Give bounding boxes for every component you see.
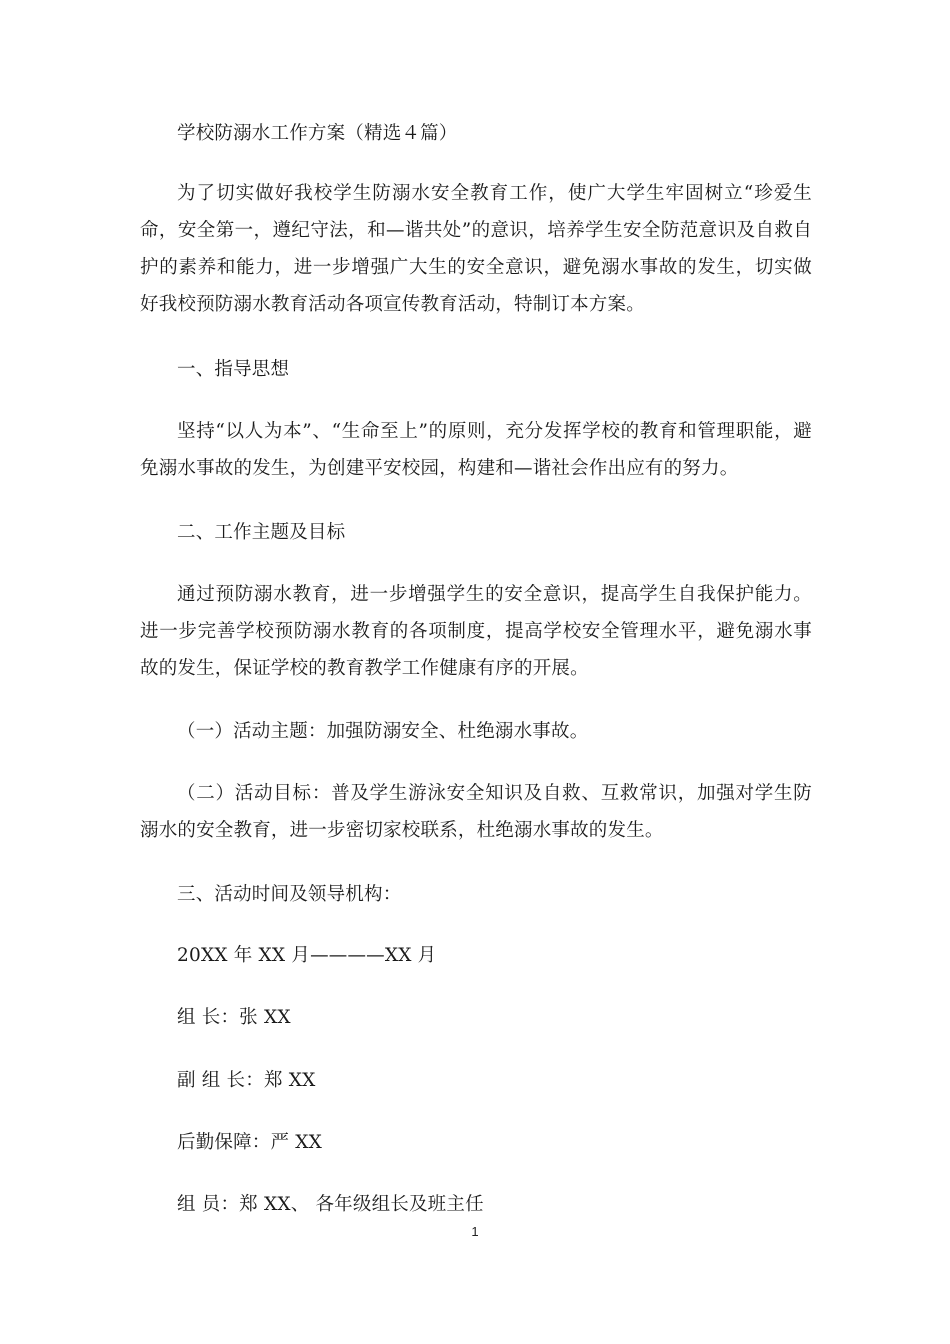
activity-goal: （二）活动目标：普及学生游泳安全知识及自救、互救常识，加强对学生防溺水的安全教育，进一步密切家校联系，杜绝溺水事故的发生。 [140, 783, 812, 841]
section-1-heading: 一、指导思想 [177, 359, 290, 380]
section-2-body: 通过预防溺水教育，进一步增强学生的安全意识，提高学生自我保护能力。进一步完善学校预防溺水教育的各项制度，提高学校安全管理水平，避免溺水事故的发生，保证学校的教育教学工作健康有序的开展。 [140, 584, 812, 679]
section-2-heading: 二、工作主题及目标 [177, 522, 346, 543]
leader-line: 组 长：张 XX [177, 1007, 291, 1028]
deputy-leader-line: 副 组 长：郑 XX [177, 1070, 316, 1091]
activity-theme: （一）活动主题：加强防溺安全、杜绝溺水事故。 [177, 721, 589, 742]
members-line: 组 员：郑 XX、 各年级组长及班主任 [177, 1194, 484, 1215]
activity-period: 20XX 年 XX 月————XX 月 [177, 945, 437, 966]
logistics-line: 后勤保障：严 XX [177, 1132, 323, 1153]
section-3-heading: 三、活动时间及领导机构： [177, 884, 402, 905]
page-number: 1 [471, 1224, 479, 1239]
section-1-body: 坚持“以人为本”、“生命至上”的原则，充分发挥学校的教育和管理职能，避免溺水事故的发生，为创建平安校园，构建和—谐社会作出应有的努力。 [140, 421, 812, 479]
intro-paragraph: 为了切实做好我校学生防溺水安全教育工作，使广大学生牢固树立“珍爱生命，安全第一，遵纪守法，和—谐共处”的意识，培养学生安全防范意识及自救自护的素养和能力，进一步增强广大生的安全意识，避免溺水事故的发生，切实做好我校预防溺水教育活动各项宣传教育活动，特制订本方案。 [140, 183, 812, 315]
document-title: 学校防溺水工作方案（精选４篇） [177, 123, 458, 144]
